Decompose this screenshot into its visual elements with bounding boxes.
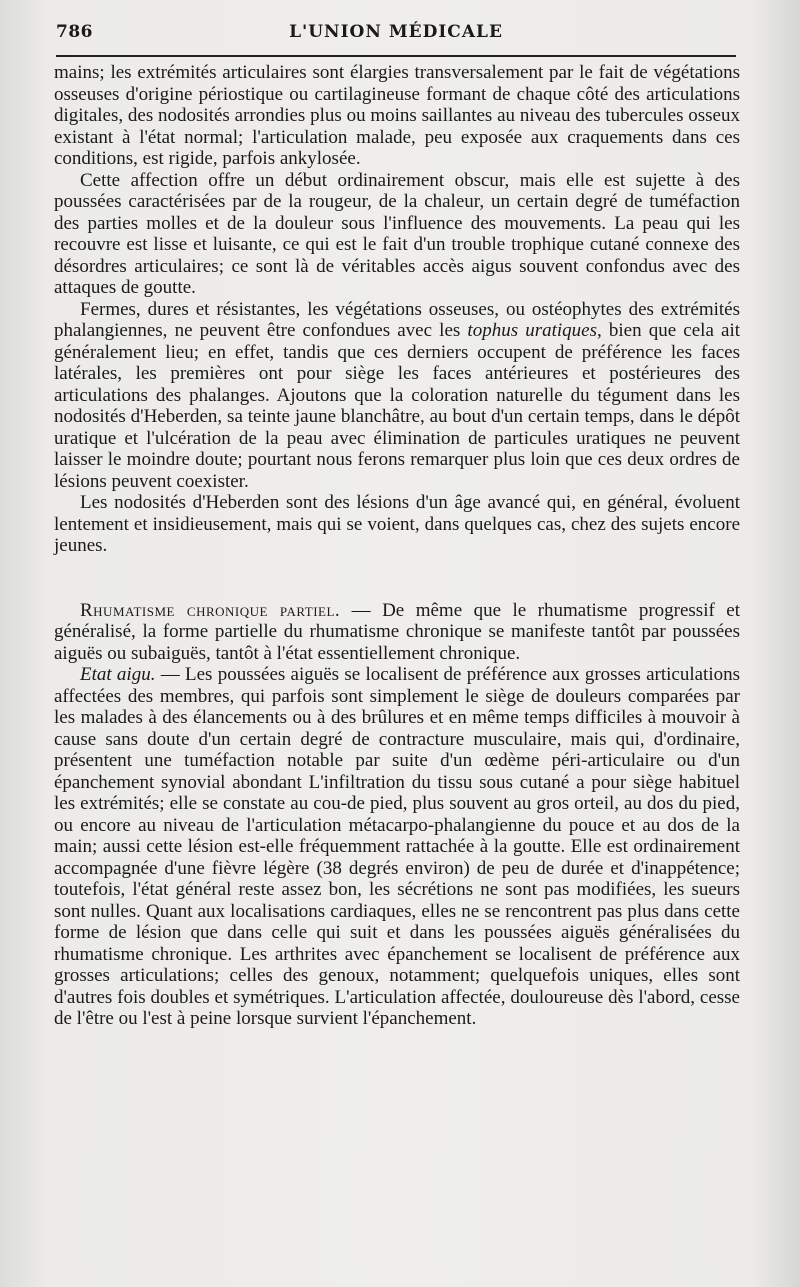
paragraph-6-text: — Les poussées aiguës se localisent de préférence aux grosses articulations affectées des membres, qui parfois sont simplement le siège de douleurs comparées par les malades à des élancements ou à des brûlures et en même temps difficiles à mouvoir à cause sans doute d'un certain degré de contracture musculaire, mais qui, d'ordinaire, présentent une tuméfaction notable par suite d'un œdème péri-articulaire ou d'un épanchement synovial abondant L'infiltration du tissu sous cutané a pour siège habituel les extrémités; elle se constate au cou-de pied, plus souvent au gros orteil, au dos du pied, ou encore au niveau de l'articulation métacarpo-phalangienne du pouce et au dos de la main; aussi cette lésion est-elle fréquemment rattachée à la goutte. Elle est ordinairement accompagnée d'une fièvre légère (38 degrés environ) de peu de durée et d'inappétence; toutefois, l'état général reste assez bon, les sécrétions ne sont pas modifiées, les sueurs sont nulles. Quant aux localisations cardiaques, elles ne se rencontrent pas plus dans cette forme de lésion que dans celle qui suit et dans les poussées aiguës généralisées du rhumatisme chronique. Les arthrites avec épanchement se localisent de préférence aux grosses articulations; celles des genoux, notamment; quelquefois uniques, elles sont d'autres fois doubles et symétriques. L'articulation affectée, douloureuse dès l'abord, cesse de l'être ou l'est à peine lorsque survient l'épanchement. bbox=[54, 664, 740, 1029]
paragraph-3-start: Fermes, dures et résistantes, les végétations osseuses, ou ostéophytes des extrémités phalangiennes, ne peuvent être confondues avec les bbox=[54, 298, 740, 341]
paragraph-5-text: — De même que le rhumatisme progressif et généralisé, la forme partielle du rhumatisme chronique se manifeste tantôt par poussées aiguës ou subaiguës, tantôt à l'état essentiellement chronique. bbox=[54, 599, 740, 664]
section-gap bbox=[54, 557, 740, 600]
paragraph-3-end: bien que cela ait généralement lieu; en effet, tandis que ces derniers occupent de préférence les faces latérales, les premières ont pour siège les faces antérieures et postérieures des articulations des phalanges. Ajoutons que la coloration naturelle du tégument dans les nodosités d'Heberden, sa teinte jaune blanchâtre, au bout d'un certain temps, dans le dépôt uratique et l'ulcération de la peau avec élimination de particules uratiques ne peuvent laisser le moindre doute; pourtant nous ferons remarquer plus loin que ces deux ordres de lésions peuvent coexister. bbox=[54, 320, 741, 492]
paragraph-5 bbox=[54, 600, 740, 665]
page-header bbox=[56, 20, 736, 48]
paragraph-1: mains; les extrémités articulaires sont élargies transversalement par le fait de végétations osseuses d'origine périostique ou cartilagineuse formant de chaque côté des articulations digitales, des nodosités arrondies plus ou moins saillantes au niveau des tubercules osseux existant à l'état normal; l'articulation malade, peu exposée aux craquements dans ces conditions, est rigide, parfois ankylosée. bbox=[54, 62, 740, 169]
header-rule bbox=[56, 55, 736, 57]
paragraph-3 bbox=[54, 299, 740, 493]
paragraph-2: Cette affection offre un début ordinairement obscur, mais elle est sujette à des poussées caractérisées par de la rougeur, de la chaleur, un certain degré de tuméfaction des parties molles et de la douleur sous l'influence des mouvements. La peau qui les recouvre est lisse et luisante, ce qui est le fait d'un trouble trophique cutané connexe des désordres articulaires; ce sont là de véritables accès aigus souvent confondus avec des attaques de goutte. bbox=[54, 169, 740, 298]
page-number: 786 bbox=[56, 22, 93, 42]
italic-term: tophus uratiques, bbox=[467, 320, 602, 341]
subsection-heading: Etat aigu. bbox=[80, 664, 156, 685]
section-heading: Rhumatisme chronique partiel. bbox=[80, 599, 341, 621]
body-text bbox=[54, 62, 740, 1030]
running-head: L'UNION MÉDICALE bbox=[289, 22, 503, 42]
paragraph-4: Les nodosités d'Heberden sont des lésions d'un âge avancé qui, en général, évoluent lentement et insidieusement, mais qui se voient, dans quelques cas, chez des sujets encore jeunes. bbox=[54, 492, 740, 556]
paragraph-6 bbox=[54, 664, 740, 1030]
